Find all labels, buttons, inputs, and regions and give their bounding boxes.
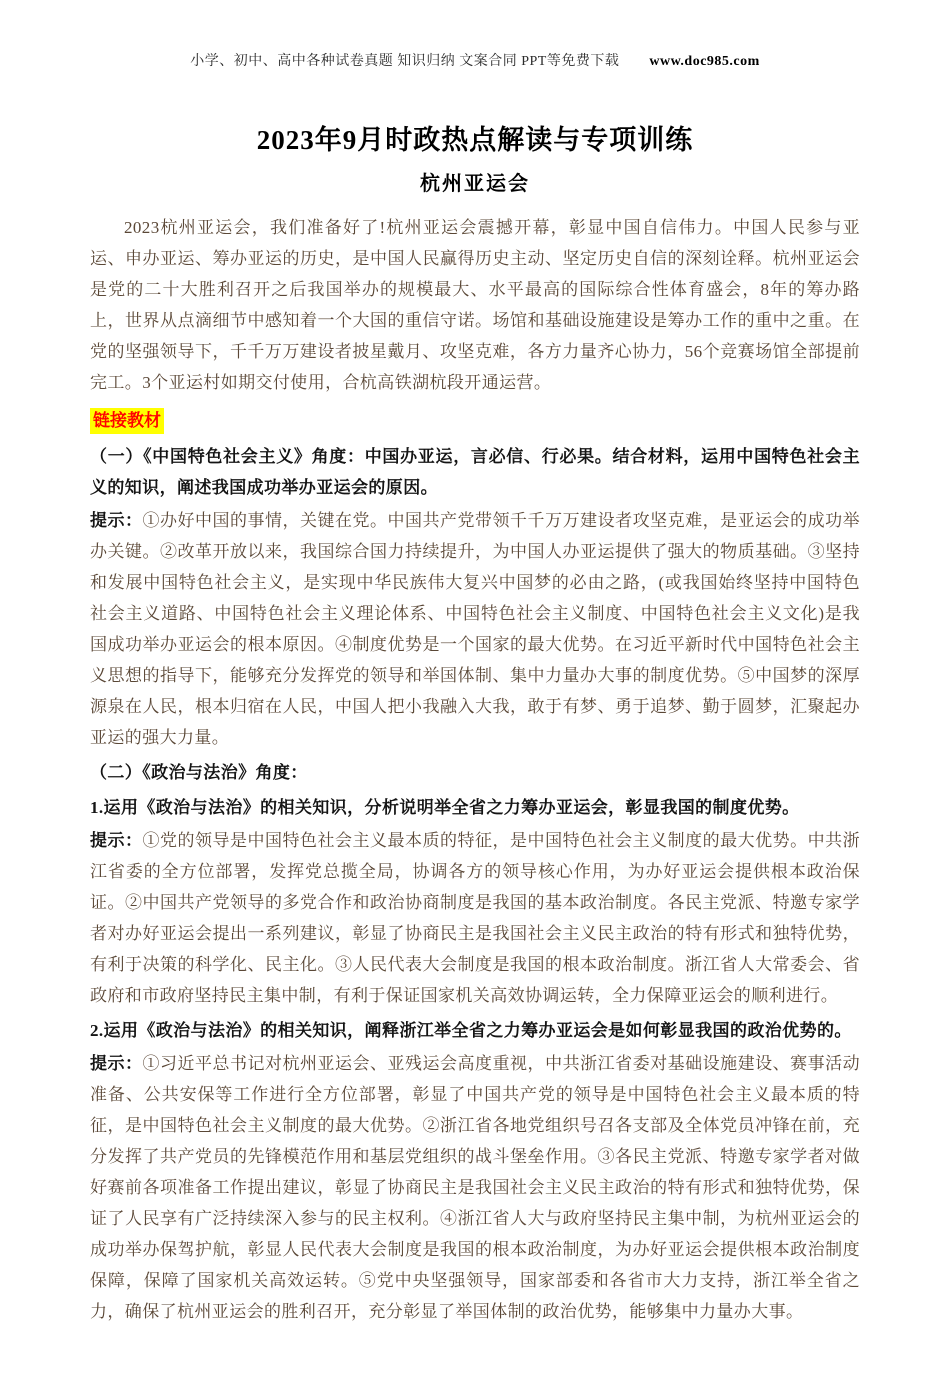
hint-text-2: ①党的领导是中国特色社会主义最本质的特征，是中国特色社会主义制度的最大优势。中共浙江省委的全方位部署，发挥党总揽全局，协调各方的领导核心作用，为办好亚运会提供根本政治保证。②中国共产党领导的多党合作和政治协商制度是我国的基本政治制度。各民主党派、特邀专家学者对办好亚运会提出一系列建议，彰显了协商民主是我国社会主义民主政治的特有形式和独特优势，有利于决策的科学化、民主化。③人民代表大会制度是我国的根本政治制度。浙江省人大常委会、省政府和市政府坚持民主集中制，有利于保证国家机关高效协调运转，全力保障亚运会的顺利进行。 [90,831,860,1005]
document-subtitle: 杭州亚运会 [420,173,530,195]
hint-text-3: ①习近平总书记对杭州亚运会、亚残运会高度重视，中共浙江省委对基础设施建设、赛事活动准备、公共安保等工作进行全方位部署，彰显了中国共产党的领导是中国特色社会主义最本质的特征，是中国特色社会主义制度的最大优势。②浙江省各地党组织号召各支部及全体党员冲锋在前，充分发挥了共产党员的先锋模范作用和基层党组织的战斗堡垒作用。③各民主党派、特邀专家学者对做好赛前各项准备工作提出建议，彰显了协商民主是我国社会主义民主政治的特有形式和独特优势，保证了人民享有广泛持续深入参与的民主权利。④浙江省人大与政府坚持民主集中制，为杭州亚运会的成功举办保驾护航，彰显人民代表大会制度是我国的根本政治制度，为办好亚运会提供根本政治制度保障，保障了国家机关高效运转。⑤党中央坚强领导，国家部委和各省市大力支持，浙江举全省之力，确保了杭州亚运会的胜利召开，充分彰显了举国体制的政治优势，能够集中力量办大事。 [90,1054,860,1321]
hint-paragraph-2 [90,825,860,1011]
section-tag: 链接教材 [90,408,164,434]
hint-label-1: 提示： [90,511,143,530]
hint-label-3: 提示： [90,1054,143,1073]
document-title: 2023年9月时政热点解读与专项训练 [256,125,694,155]
hint-text-1: ①办好中国的事情，关键在党。中国共产党带领千千万万建设者攻坚克难，是亚运会的成功举办关键。②改革开放以来，我国综合国力持续提升，为中国人办亚运提供了强大的物质基础。③坚持和发展中国特色社会主义，是实现中华民族伟大复兴中国梦的必由之路，(或我国始终坚持中国特色社会主义道路、中国特色社会主义理论体系、中国特色社会主义制度、中国特色社会主义文化)是我国成功举办亚运会的根本原因。④制度优势是一个国家的最大优势。在习近平新时代中国特色社会主义思想的指导下，能够充分发挥党的领导和举国体制、集中力量办大事的制度优势。⑤中国梦的深厚源泉在人民，根本归宿在人民，中国人把小我融入大我，敢于有梦、勇于追梦、勤于圆梦，汇聚起办亚运的强大力量。 [90,511,860,747]
sub-question-1: 1.运用《政治与法治》的相关知识，分析说明举全省之力筹办亚运会，彰显我国的制度优势。 [90,798,800,817]
site-tagline: 小学、初中、高中各种试卷真题 知识归纳 文案合同 PPT等免费下载 [190,54,620,69]
hint-paragraph-3 [90,1048,860,1327]
question-heading-2: （二）《政治与法治》角度： [90,763,308,782]
hint-label-2: 提示： [90,831,143,850]
site-header [90,50,860,70]
intro-paragraph: 2023杭州亚运会，我们准备好了!杭州亚运会震撼开幕，彰显中国自信伟力。中国人民参与亚运、申办亚运、筹办亚运的历史，是中国人民赢得历史主动、坚定历史自信的深刻诠释。杭州亚运会是党的二十大胜利召开之后我国举办的规模最大、水平最高的国际综合性体育盛会，8年的筹办路上，世界从点滴细节中感知着一个大国的重信守诺。场馆和基础设施建设是筹办工作的重中之重。在党的坚强领导下，千千万万建设者披星戴月、攻坚克难，各方力量齐心协力，56个竞赛场馆全部提前完工。3个亚运村如期交付使用，合杭高铁湖杭段开通运营。 [90,218,860,392]
hint-paragraph-1 [90,505,860,753]
sub-question-2: 2.运用《政治与法治》的相关知识，阐释浙江举全省之力筹办亚运会是如何彰显我国的政治优势的。 [90,1021,852,1040]
section-tag-row [90,408,860,434]
site-url-link[interactable]: www.doc985.com [649,54,760,69]
question-heading-1: （一）《中国特色社会主义》角度：中国办亚运，言必信、行必果。结合材料，运用中国特色社会主义的知识，阐述我国成功举办亚运会的原因。 [90,447,860,497]
